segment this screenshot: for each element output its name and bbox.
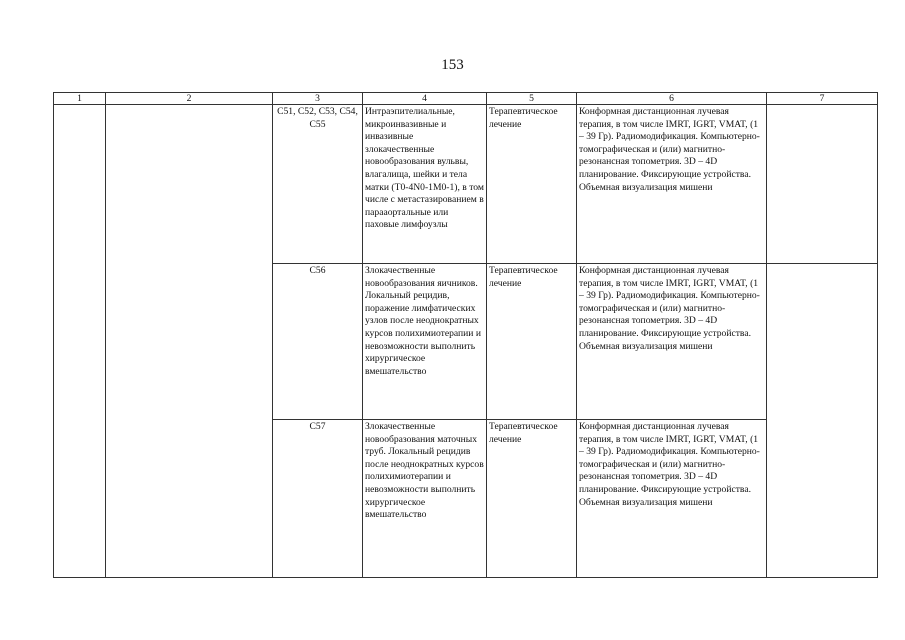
diagnosis-cell: Интраэпителиальные, микроинвазивные и инвазивные злокачественные новообразования вульвы, влагалища, шейки и тела матки (T0-4N0-1M0-1), в том числе с метастазированием в парааортальные или паховые лимфоузлы <box>363 105 487 264</box>
page-number: 153 <box>441 57 464 73</box>
column-header: 5 <box>487 93 577 105</box>
diagnosis-cell: Злокачественные новообразования маточных труб. Локальный рецидив после неоднократных курсов полихимиотерапии и невозможности выполнить хирургическое вмешательство <box>363 420 487 578</box>
col2-cell <box>106 105 273 578</box>
col7-cell <box>767 264 878 578</box>
col7-cell <box>767 105 878 264</box>
column-header: 4 <box>363 93 487 105</box>
method-cell: Конформная дистанционная лучевая терапия, в том числе IMRT, IGRT, VMAT, (1 – 39 Гр). Радиомодификация. Компьютерно-томографическая и (или) магнитно-резонансная топометрия. 3D – 4D планирование. Фиксирующие устройства. Объемная визуализация мишени <box>577 264 767 420</box>
diagnosis-cell: Злокачественные новообразования яичников. Локальный рецидив, поражение лимфатических узлов после неоднократных курсов полихимиотерапии и невозможности выполнить хирургическое вмешательство <box>363 264 487 420</box>
treatment-table <box>53 92 878 578</box>
icd-code-cell: C56 <box>273 264 363 420</box>
treatment-cell: Терапевтическое лечение <box>487 105 577 264</box>
col1-cell <box>54 105 106 578</box>
column-header: 1 <box>54 93 106 105</box>
treatment-cell: Терапевтическое лечение <box>487 420 577 578</box>
icd-code-cell: C57 <box>273 420 363 578</box>
table-row <box>54 105 878 264</box>
icd-code-cell: C51, C52, C53, C54, C55 <box>273 105 363 264</box>
column-header: 7 <box>767 93 878 105</box>
method-cell: Конформная дистанционная лучевая терапия, в том числе IMRT, IGRT, VMAT, (1 – 39 Гр). Радиомодификация. Компьютерно-томографическая и (или) магнитно-резонансная топометрия. 3D – 4D планирование. Фиксирующие устройства. Объемная визуализация мишени <box>577 420 767 578</box>
column-header: 2 <box>106 93 273 105</box>
header-row <box>54 93 878 105</box>
treatment-cell: Терапевтическое лечение <box>487 264 577 420</box>
column-header: 3 <box>273 93 363 105</box>
method-cell: Конформная дистанционная лучевая терапия, в том числе IMRT, IGRT, VMAT, (1 – 39 Гр). Радиомодификация. Компьютерно-томографическая и (или) магнитно-резонансная топометрия. 3D – 4D планирование. Фиксирующие устройства. Объемная визуализация мишени <box>577 105 767 264</box>
column-header: 6 <box>577 93 767 105</box>
